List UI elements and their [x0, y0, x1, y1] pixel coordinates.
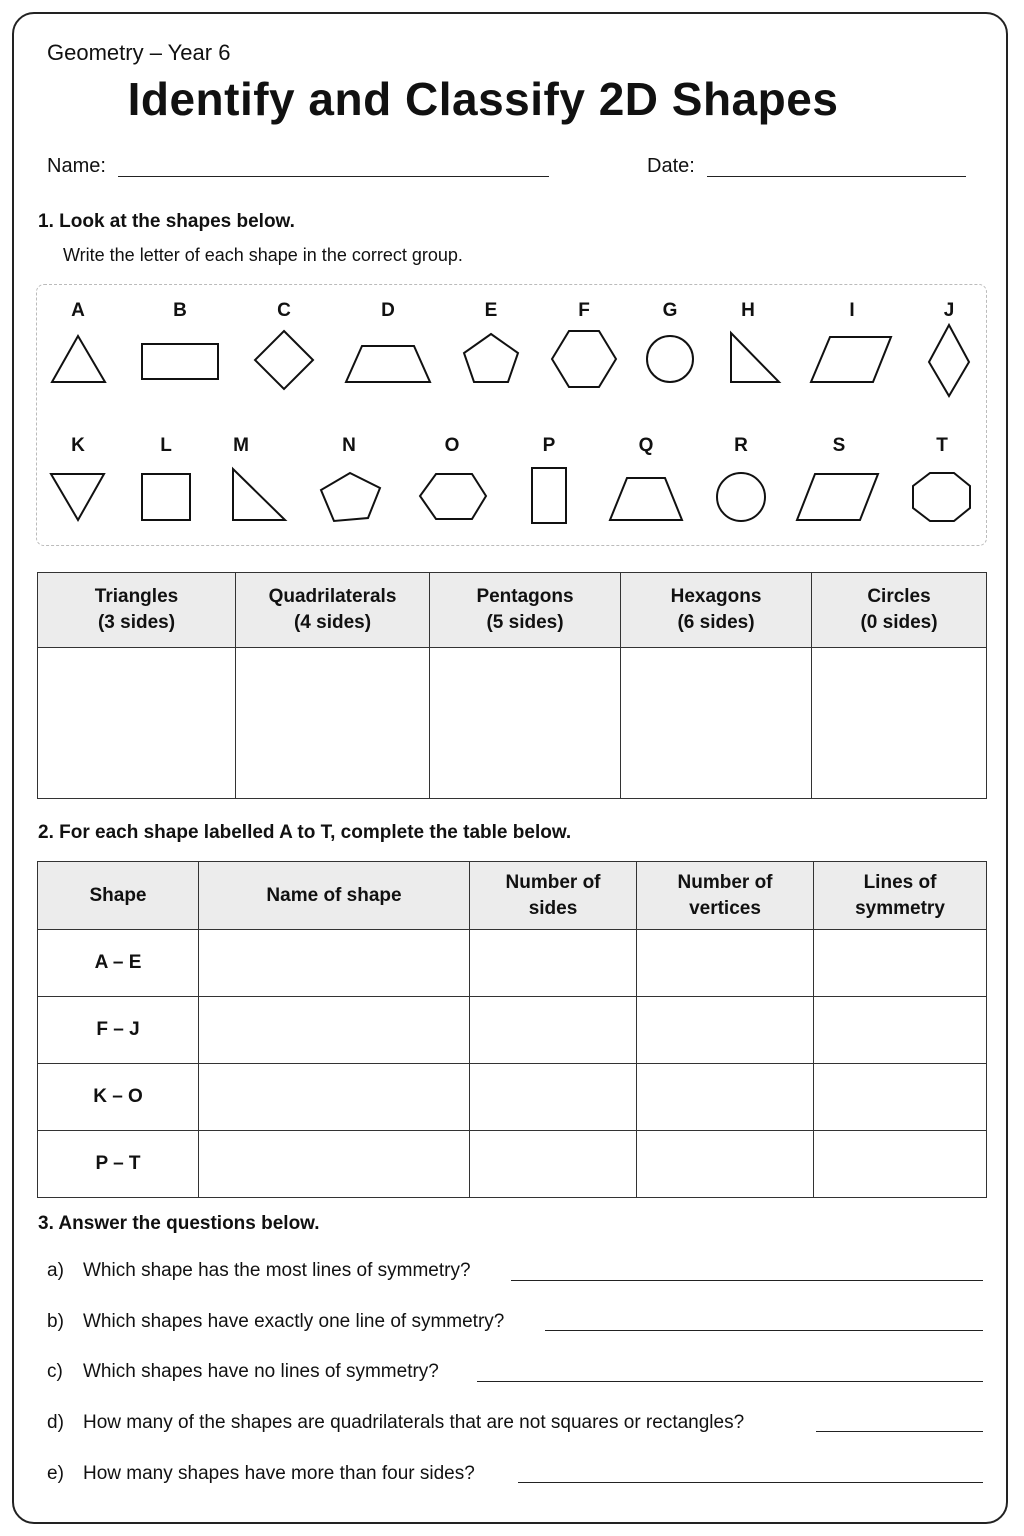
question-letter: b)	[47, 1311, 64, 1332]
shape-b	[142, 344, 218, 379]
row-label: P – T	[38, 1131, 199, 1198]
group-header-circles: Circles (0 sides)	[812, 573, 987, 648]
question-1-heading: 1. Look at the shapes below.	[38, 211, 295, 232]
answer-cell[interactable]	[470, 930, 637, 997]
question-3c	[47, 1361, 439, 1383]
answer-cell[interactable]	[199, 997, 470, 1064]
question-text: Which shapes have exactly one line of symmetry?	[83, 1311, 505, 1332]
answer-cell-pentagons[interactable]	[430, 648, 621, 799]
shape-e	[464, 334, 518, 382]
answer-line-d[interactable]	[816, 1431, 983, 1432]
col-header-vertices: Number of vertices	[637, 862, 814, 930]
question-3e	[47, 1463, 475, 1485]
shape-label-b: B	[173, 300, 187, 321]
question-3b	[47, 1311, 504, 1333]
shape-j	[929, 325, 969, 396]
question-3a	[47, 1260, 471, 1282]
shape-label-n: N	[342, 435, 356, 456]
shape-label-g: G	[662, 300, 678, 321]
question-letter: e)	[47, 1463, 64, 1484]
shape-o	[420, 474, 486, 519]
shape-label-e: E	[484, 300, 498, 321]
question-text: How many of the shapes are quadrilaterals that are not squares or rectangles?	[83, 1412, 745, 1433]
answer-cell-circles[interactable]	[812, 648, 987, 799]
answer-cell-quadrilaterals[interactable]	[236, 648, 430, 799]
answer-cell[interactable]	[637, 997, 814, 1064]
question-1-instruction: Write the letter of each shape in the correct group.	[63, 245, 463, 265]
shape-label-i: I	[849, 300, 855, 321]
group-header-triangles: Triangles (3 sides)	[38, 573, 236, 648]
shape-label-r: R	[734, 435, 748, 456]
answer-cell[interactable]	[814, 997, 987, 1064]
answer-cell[interactable]	[470, 997, 637, 1064]
shape-f	[552, 331, 616, 387]
shape-label-s: S	[832, 435, 846, 456]
question-3d	[47, 1412, 744, 1434]
shape-r	[717, 473, 765, 521]
answer-line-b[interactable]	[545, 1330, 983, 1331]
shape-p	[532, 468, 566, 523]
shape-label-a: A	[71, 300, 85, 321]
shape-label-q: Q	[638, 435, 654, 456]
shape-m	[233, 469, 285, 520]
answer-cell[interactable]	[199, 1064, 470, 1131]
page-title: Identify and Classify 2D Shapes	[127, 73, 839, 125]
answer-cell[interactable]	[470, 1131, 637, 1198]
shape-d	[346, 346, 430, 382]
answer-cell[interactable]	[637, 930, 814, 997]
shape-groups-table	[37, 572, 987, 799]
shape-i	[811, 337, 891, 382]
answer-cell[interactable]	[814, 1064, 987, 1131]
answer-cell[interactable]	[814, 1131, 987, 1198]
shape-label-p: P	[542, 435, 556, 456]
shape-properties-table	[37, 861, 987, 1198]
shape-label-o: O	[444, 435, 460, 456]
answer-cell[interactable]	[637, 1064, 814, 1131]
row-label: F – J	[38, 997, 199, 1064]
answer-line-c[interactable]	[477, 1381, 983, 1382]
table-row	[38, 1064, 987, 1131]
answer-cell-triangles[interactable]	[38, 648, 236, 799]
answer-line-a[interactable]	[511, 1280, 983, 1281]
col-header-symmetry: Lines of symmetry	[814, 862, 987, 930]
table-row	[38, 1131, 987, 1198]
shape-a	[52, 336, 105, 382]
subject-label: Geometry – Year 6	[47, 40, 231, 65]
shape-k	[51, 474, 104, 520]
shape-s	[797, 474, 878, 520]
answer-cell-hexagons[interactable]	[621, 648, 812, 799]
shape-n	[321, 473, 380, 521]
answer-cell[interactable]	[199, 1131, 470, 1198]
shape-g	[647, 336, 693, 382]
question-letter: d)	[47, 1412, 64, 1433]
shape-label-h: H	[741, 300, 755, 321]
question-text: Which shapes have no lines of symmetry?	[83, 1361, 439, 1382]
answer-cell[interactable]	[814, 930, 987, 997]
table-row	[38, 997, 987, 1064]
col-header-sides: Number of sides	[470, 862, 637, 930]
question-letter: a)	[47, 1260, 64, 1281]
question-2-heading: 2. For each shape labelled A to T, complete the table below.	[38, 822, 572, 843]
col-header-shape: Shape	[38, 862, 199, 930]
shape-l	[142, 474, 190, 520]
shape-label-c: C	[277, 300, 291, 321]
shape-label-k: K	[71, 435, 85, 456]
row-label: A – E	[38, 930, 199, 997]
table-row	[38, 930, 987, 997]
answer-cell[interactable]	[199, 930, 470, 997]
name-label: Name:	[47, 155, 106, 177]
shape-label-t: T	[936, 435, 948, 456]
question-3-heading: 3. Answer the questions below.	[38, 1213, 320, 1234]
group-header-quadrilaterals: Quadrilaterals (4 sides)	[236, 573, 430, 648]
question-text: How many shapes have more than four sides?	[83, 1463, 475, 1484]
date-label: Date:	[647, 155, 695, 177]
shape-q	[610, 478, 682, 520]
question-letter: c)	[47, 1361, 63, 1382]
shape-label-d: D	[381, 300, 395, 321]
group-header-pentagons: Pentagons (5 sides)	[430, 573, 621, 648]
answer-cell[interactable]	[470, 1064, 637, 1131]
answer-cell[interactable]	[637, 1131, 814, 1198]
row-label: K – O	[38, 1064, 199, 1131]
answer-line-e[interactable]	[518, 1482, 983, 1483]
shape-label-j: J	[943, 300, 955, 321]
shape-label-m: M	[233, 435, 249, 456]
group-header-hexagons: Hexagons (6 sides)	[621, 573, 812, 648]
question-text: Which shape has the most lines of symmetry?	[83, 1260, 471, 1281]
shape-h	[731, 333, 779, 382]
shape-t	[913, 473, 970, 521]
shape-label-l: L	[160, 435, 172, 456]
shape-c	[255, 331, 313, 389]
col-header-name: Name of shape	[199, 862, 470, 930]
shape-label-f: F	[578, 300, 590, 321]
